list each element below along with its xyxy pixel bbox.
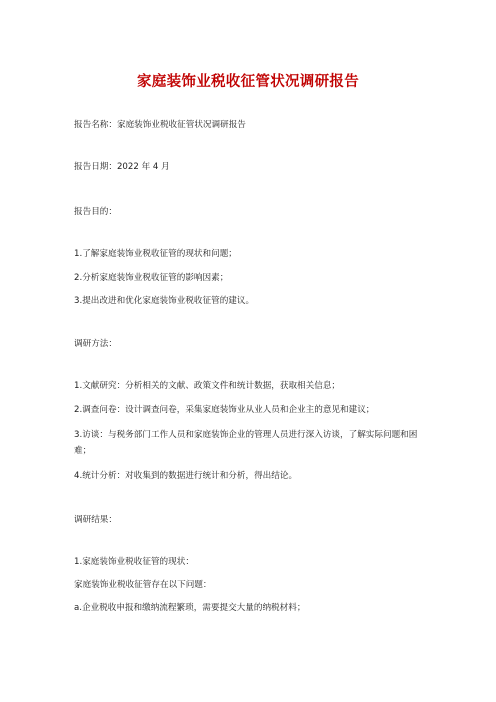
result-subheading: 1.家庭装饰业税收征管的现状： <box>74 557 194 567</box>
method-item: 2.调查问卷：设计调查问卷，采集家庭装饰业从业人员和企业主的意见和建议； <box>74 405 375 415</box>
result-heading: 调研结果： <box>74 515 117 525</box>
report-date: 报告日期：2022 年 4 月 <box>74 162 170 172</box>
purpose-item: 2.分析家庭装饰业税收征管的影响因素； <box>74 273 229 283</box>
result-intro: 家庭装饰业税收征管存在以下问题： <box>74 580 212 590</box>
purpose-item: 3.提出改进和优化家庭装饰业税收征管的建议。 <box>74 296 255 306</box>
method-item: 4.统计分析：对收集到的数据进行统计和分析，得出结论。 <box>74 471 298 481</box>
method-item: 1.文献研究：分析相关的文献、政策文件和统计数据，获取相关信息； <box>74 381 341 391</box>
result-item: a.企业税收申报和缴纳流程繁琐，需要提交大量的纳税材料； <box>74 603 306 613</box>
purpose-heading: 报告目的： <box>74 207 117 217</box>
method-heading: 调研方法： <box>74 339 117 349</box>
purpose-item: 1.了解家庭装饰业税收征管的现状和问题； <box>74 249 237 259</box>
document-title: 家庭装饰业税收征管状况调研报告 <box>137 74 359 90</box>
report-name: 报告名称：家庭装饰业税收征管状况调研报告 <box>74 120 246 130</box>
method-item: 3.访谈：与税务部门工作人员和家庭装饰企业的管理人员进行深入访谈，了解实际问题和困难； <box>74 430 418 456</box>
